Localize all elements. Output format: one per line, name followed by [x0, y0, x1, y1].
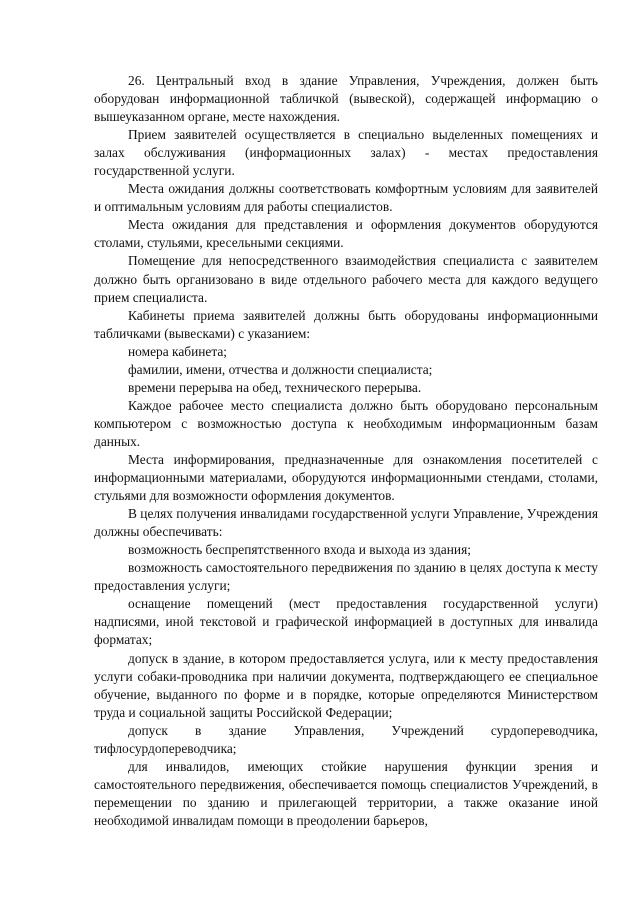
paragraph-computer: Каждое рабочее место специалиста должно быть оборудовано персональным компьютером с возможностью доступа к необходимым информационным базам данных. — [94, 397, 598, 449]
paragraph-waiting-furniture: Места ожидания для представления и оформления документов оборудуются столами, стульями, кресельными секциями. — [94, 217, 598, 251]
list-item-guide-dog: допуск в здание, в котором предоставляется услуга, или к месту предоставления услуги собаки-проводника при наличии документа, подтверждающего ее специальное обучение, выданного по форме и в порядке, которые определяются Министерством труда и социальной защиты Российской Федерации; — [94, 650, 598, 720]
list-item-specialist-name: фамилии, имени, отчества и должности специалиста; — [128, 361, 433, 377]
paragraph-reception-halls: Прием заявителей осуществляется в специально выделенных помещениях и залах обслуживания (информационных залах) - местах предоставления государственной услуги. — [94, 127, 598, 179]
paragraph-entrance-signage: 26. Центральный вход в здание Управления, Учреждения, должен быть оборудован информационной табличкой (вывеской), содержащей информацию о вышеуказанном органе, месте нахождения. — [94, 73, 598, 125]
paragraph-info-places: Места информирования, предназначенные для ознакомления посетителей с информационными материалами, оборудуются информационными стендами, столами, стульями для возможности оформления документов. — [94, 451, 598, 504]
document-body — [94, 72, 598, 830]
list-item-room-number: номера кабинета; — [128, 343, 228, 359]
list-item-sign-interpreter: допуск в здание Управления, Учреждений сурдопереводчика, тифлосурдопереводчика; — [94, 722, 598, 756]
list-item-assistance: для инвалидов, имеющих стойкие нарушения функции зрения и самостоятельного передвижения, обеспечивается помощь специалистов Учреждений, в перемещении по зданию и прилегающей территории, а также оказание иной необходимой инвалидам помощи в преодолении барьеров, — [94, 758, 598, 828]
paragraph-disabled-access: В целях получения инвалидами государственной услуги Управление, Учреждения должны обеспечивать: — [94, 506, 598, 540]
paragraph-waiting-conditions: Места ожидания должны соответствовать комфортным условиям для заявителей и оптимальным условиям для работы специалистов. — [94, 181, 598, 215]
paragraph-workplace: Помещение для непосредственного взаимодействия специалиста с заявителем должно быть организовано в виде отдельного рабочего места для каждого ведущего прием специалиста. — [94, 253, 598, 305]
list-item-entry-exit: возможность беспрепятственного входа и выхода из здания; — [128, 542, 471, 558]
list-item-movement: возможность самостоятельного передвижения по зданию в целях доступа к месту предоставления услуги; — [94, 560, 598, 594]
list-item-signage-formats: оснащение помещений (мест предоставления государственной услуги) надписями, иной текстовой и графической информацией в доступных для инвалида форматах; — [94, 596, 598, 648]
paragraph-office-signs: Кабинеты приема заявителей должны быть оборудованы информационными табличками (вывесками) с указанием: — [94, 307, 598, 341]
list-item-break-time: времени перерыва на обед, технического перерыва. — [128, 379, 422, 395]
